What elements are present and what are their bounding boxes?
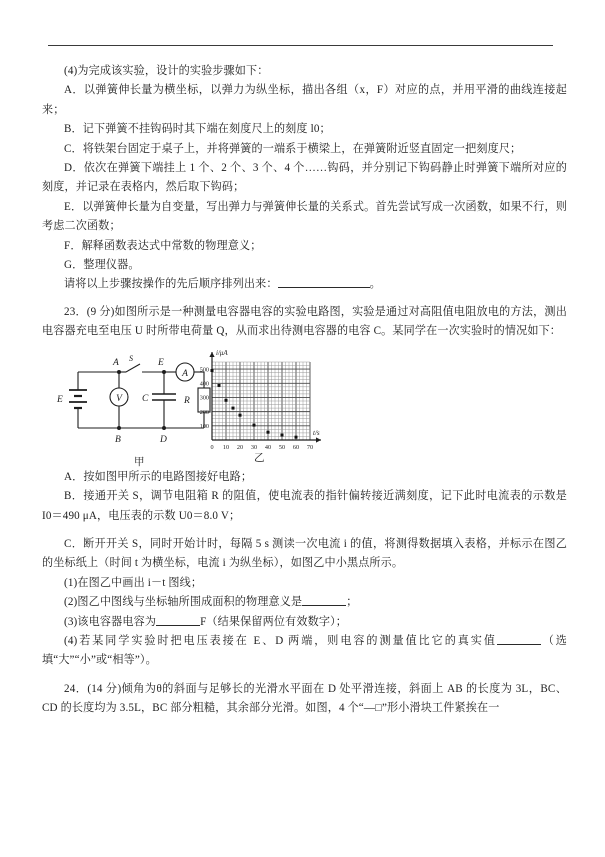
x-tick-label: 30 [250, 443, 258, 451]
q24-text: 倾角为θ的斜面与足够长的光滑水平面在 D 处平滑连接，斜面上 AB 的长度为 3L，BC、CD 的长度均为 3.5L，BC 部分粗糙，其余部分光滑。如图，4 个“—□”形小滑块工件紧挨在一 [42, 682, 568, 715]
figure-caption-yi: 乙 [254, 452, 265, 464]
switch-lever [126, 364, 140, 372]
data-point [281, 433, 284, 436]
q23-sub3-after: F（结果保留两位有效数字）； [200, 615, 348, 628]
scatter-chart-svg [178, 346, 328, 458]
y-axis-arrow [209, 352, 214, 357]
data-point [225, 398, 228, 401]
q23-sub4-prefix: (4) [64, 634, 78, 647]
q22-order-text: 请将以上步骤按操作的先后顺序排列出来： [64, 278, 278, 291]
junction-dot-a [117, 370, 121, 374]
q23-sub1-prefix: (1) [64, 576, 78, 589]
q24-score: (14 分) [87, 682, 122, 695]
label-node-b: B [115, 434, 121, 445]
junction-dot-b [117, 426, 121, 430]
paragraph-q23-stem [42, 303, 567, 342]
paragraph-step-e: E．以弹簧伸长量为自变量，写出弹力与弹簧伸长量的关系式。首先尝试写成一次函数，如果不行，则考虑二次函数； [42, 200, 567, 233]
data-point [239, 413, 242, 416]
q23-sub1-text: 在图乙中画出 i－t 图线； [77, 576, 203, 589]
q23-score: (9 分) [86, 305, 115, 318]
answer-blank-sub4[interactable] [497, 633, 541, 645]
answer-blank-sub2[interactable] [302, 594, 346, 606]
q23-sub2-prefix: (2) [64, 596, 78, 609]
q23-sub2-before: 图乙中图线与坐标轴所围成面积的物理意义是 [77, 596, 303, 609]
paragraph-q23-sub2 [42, 593, 567, 612]
data-point [218, 384, 221, 387]
voltmeter-label: V [116, 393, 122, 404]
paragraph-q22-order [42, 275, 567, 294]
x-tick-label: 60 [292, 443, 300, 451]
x-tick-label: 20 [236, 443, 244, 451]
q23-sub3-before: 该电容器电容为 [77, 615, 157, 628]
junction-dot-d [162, 426, 166, 430]
paragraph-step-c: C．将铁架台固定于桌子上，并将弹簧的一端系于横梁上，在弹簧附近竖直固定一把刻度尺； [64, 142, 522, 155]
period-mark: 。 [369, 278, 381, 291]
label-resistor-r: R [184, 395, 190, 406]
paragraph-q23-a: A．按如图甲所示的电路图接好电路； [64, 470, 253, 483]
data-point [211, 369, 214, 372]
x-axis-label: t/s [313, 428, 320, 437]
q23-sub2-after: ； [346, 596, 358, 609]
answer-blank-order[interactable] [278, 276, 370, 288]
ammeter-label: A [182, 368, 188, 379]
x-tick-label: 0 [210, 443, 214, 451]
figure-row-q23 [42, 346, 567, 466]
data-point [253, 423, 256, 426]
paragraph-step-a: A．以弹簧伸长量为横坐标，以弹力为纵坐标，描出各组（x，F）对应的点，并用平滑的曲线连接起来； [42, 84, 567, 116]
y-tick-label: 200 [199, 408, 209, 416]
junction-dot-e [162, 370, 166, 374]
figure-caption-jia: 甲 [134, 456, 145, 468]
label-capacitor-c: C [142, 393, 149, 404]
data-point [267, 430, 270, 433]
paragraph-q24 [42, 680, 567, 719]
x-axis-arrow [316, 437, 321, 442]
y-tick-label: 400 [199, 380, 209, 388]
paragraph-q23-sub1 [42, 574, 567, 593]
answer-blank-sub3[interactable] [156, 614, 200, 626]
graph-yi [178, 346, 328, 458]
y-tick-label: 500 [199, 365, 209, 373]
y-tick-label: 300 [199, 394, 209, 402]
label-node-a: A [113, 357, 119, 368]
q23-sub4-after: （选填“大”“小”或“相等”）。 [42, 634, 567, 667]
paragraph-step-g: G．整理仪器。 [64, 259, 140, 272]
page-content [42, 62, 567, 719]
q23-number: 23． [64, 305, 87, 318]
label-node-e: E [158, 357, 164, 368]
page-header-rule [48, 45, 553, 46]
label-switch-s: S [129, 353, 133, 363]
q23-stem-text: 如图所示是一种测量电容器电容的实验电路图，实验是通过对高阻值电阻放电的方法，测出电容器充电至电压 U 时所带电荷量 Q，从而求出待测电容器的电容 C。某同学在一次实验时的情况如下： [42, 305, 567, 338]
paragraph-q23-sub3 [42, 613, 567, 632]
y-tick-label: 100 [199, 422, 209, 430]
q23-sub3-prefix: (3) [64, 615, 78, 628]
label-battery-e: E [57, 394, 63, 405]
paragraph-q22-step4: (4)为完成该实验，设计的实验步骤如下： [64, 65, 269, 77]
label-node-d: D [160, 434, 167, 445]
paragraph-step-b: B．记下弹簧不挂钩码时其下端在刻度尺上的刻度 l0； [64, 123, 331, 136]
paragraph-q23-c: C．断开开关 S，同时开始计时，每隔 5 s 测读一次电流 i 的值，将测得数据填入表格，并标示在图乙的坐标纸上（时间 t 为横坐标，电流 i 为纵坐标），如图乙中小黑点所示。 [42, 537, 567, 570]
paragraph-step-d: D．依次在弹簧下端挂上 1 个、2 个、3 个、4 个……钩码，并分别记下钩码静止时弹簧下端所对应的刻度，并记录在表格内，然后取下钩码； [42, 162, 567, 194]
paragraph-q23-sub4 [42, 632, 567, 671]
data-point [295, 435, 298, 438]
q24-number: 24． [64, 682, 88, 695]
paragraph-step-f: F．解释函数表达式中常数的物理意义； [64, 239, 262, 252]
x-tick-label: 70 [306, 443, 314, 451]
x-tick-label: 40 [264, 443, 272, 451]
paragraph-q23-b: B．接通开关 S，调节电阻箱 R 的阻值，使电流表的指针偏转接近满刻度，记下此时电流表的示数是 I0＝490 μA，电压表的示数 U0＝8.0 V； [42, 490, 567, 522]
y-axis-label: i/μA [216, 348, 228, 357]
x-tick-label: 50 [278, 443, 286, 451]
data-point [232, 406, 235, 409]
q23-sub4-before: 若某同学实验时把电压表接在 E、D 两端，则电容的测量值比它的真实值 [77, 634, 497, 647]
x-tick-label: 10 [222, 443, 230, 451]
